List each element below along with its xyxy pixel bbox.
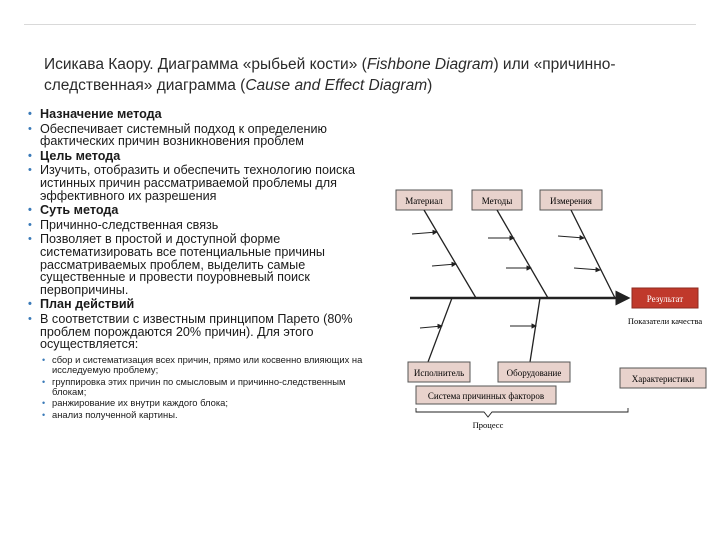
bullet-item: • Суть метода <box>26 204 366 217</box>
bone-line <box>424 210 476 298</box>
result-label: Результат <box>646 294 684 304</box>
fishbone-diagram <box>380 180 710 430</box>
bullet-item: • Изучить, отобразить и обеспечить технологию поиска истинных причин рассматриваемой проблемы для эффективного их разрешения <box>26 164 366 202</box>
process-label: Процесс <box>472 420 504 430</box>
bone-line <box>428 298 452 362</box>
sub-bullet-item: • группировка этих причин по смысловым и причинно-следственным блокам; <box>40 377 366 398</box>
bullet-item: • Назначение метода <box>26 108 366 121</box>
slide-title: Исикава Каору. Диаграмма «рыбьей кости» (Fishbone Diagram) или «причинно-следственная» диаграмма (Cause and Effect Diagram) <box>44 56 616 94</box>
category-label: Методы <box>481 196 513 206</box>
bullet-item: • План действий <box>26 298 366 311</box>
sub-bullet-item: • сбор и систематизация всех причин, прямо или косвенно влияющих на исследуемую проблему; <box>40 355 366 376</box>
top-divider-line <box>24 24 696 25</box>
characteristics-label: Характеристики <box>631 374 695 384</box>
bullet-item: • Причинно-следственная связь <box>26 219 366 232</box>
category-label: Исполнитель <box>413 368 465 378</box>
bone-line <box>571 210 615 298</box>
bullet-item: • Цель метода <box>26 150 366 163</box>
bullet-item: • Обеспечивает системный подход к определению фактических причин возникновения проблем <box>26 123 366 148</box>
process-brace <box>416 408 628 417</box>
category-label: Измерения <box>550 196 592 206</box>
sub-bullet-item: • ранжирование их внутри каждого блока; <box>40 398 366 408</box>
bullet-item: • В соответствии с известным принципом Парето (80% проблем порождаются 20% причин). Для этого осуществляется: • сбор и систематизация всех причин, прямо или косвенно влияющих на исследуемую проблему; • группировка этих причин по смысловым и причинно-следственным блокам; • ранжирование их внутри каждого блока; • анализ полученной картины. <box>26 313 366 420</box>
bone-line <box>530 298 540 362</box>
system-label: Система причинных факторов <box>427 391 545 401</box>
bullet-item: • Позволяет в простой и доступной форме систематизировать все потенциальные причины рассматриваемых проблем, выделить самые существенные и провести поуровневый поиск первопричины. <box>26 233 366 296</box>
sub-bullet-list <box>40 355 366 420</box>
cause-arrow <box>574 268 600 270</box>
bone-line <box>497 210 548 298</box>
cause-arrow <box>420 326 442 328</box>
cause-arrow <box>432 264 456 266</box>
bullet-list <box>26 108 366 422</box>
cause-arrow <box>412 232 437 234</box>
indicator-label: Показатели качества <box>627 316 703 326</box>
category-label: Оборудование <box>506 368 562 378</box>
cause-arrow <box>558 236 584 238</box>
sub-bullet-item: • анализ полученной картины. <box>40 410 366 420</box>
category-label: Материал <box>405 196 443 206</box>
